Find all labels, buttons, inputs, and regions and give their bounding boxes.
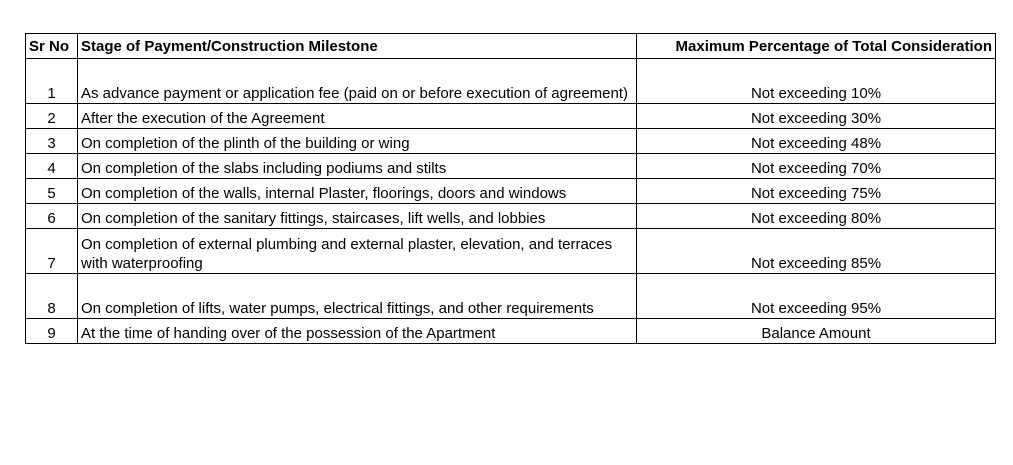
cell-sr-no: 8: [26, 274, 78, 319]
header-row: [26, 34, 996, 59]
cell-stage: On completion of the walls, internal Plaster, floorings, doors and windows: [78, 179, 637, 204]
cell-stage: At the time of handing over of the possession of the Apartment: [78, 319, 637, 344]
cell-percentage: Balance Amount: [637, 319, 996, 344]
header-sr-no: Sr No: [26, 34, 78, 59]
cell-percentage: Not exceeding 95%: [637, 274, 996, 319]
table-row: [26, 274, 996, 319]
cell-percentage: Not exceeding 85%: [637, 229, 996, 274]
cell-sr-no: 7: [26, 229, 78, 274]
cell-percentage: Not exceeding 80%: [637, 204, 996, 229]
payment-schedule-table: [25, 33, 996, 344]
cell-stage: As advance payment or application fee (paid on or before execution of agreement): [78, 59, 637, 104]
cell-percentage: Not exceeding 75%: [637, 179, 996, 204]
cell-stage: After the execution of the Agreement: [78, 104, 637, 129]
table-row: [26, 179, 996, 204]
cell-stage: On completion of lifts, water pumps, electrical fittings, and other requirements: [78, 274, 637, 319]
cell-percentage: Not exceeding 10%: [637, 59, 996, 104]
table-row: [26, 104, 996, 129]
cell-percentage: Not exceeding 48%: [637, 129, 996, 154]
cell-sr-no: 3: [26, 129, 78, 154]
cell-stage: On completion of the slabs including podiums and stilts: [78, 154, 637, 179]
cell-stage: On completion of external plumbing and external plaster, elevation, and terraces with waterproofing: [78, 229, 637, 274]
table-row: [26, 59, 996, 104]
cell-sr-no: 6: [26, 204, 78, 229]
table-body: [26, 59, 996, 344]
header-stage: Stage of Payment/Construction Milestone: [78, 34, 637, 59]
table-header: [26, 34, 996, 59]
cell-sr-no: 5: [26, 179, 78, 204]
cell-percentage: Not exceeding 30%: [637, 104, 996, 129]
table-row: [26, 319, 996, 344]
table-row: [26, 129, 996, 154]
cell-sr-no: 2: [26, 104, 78, 129]
cell-sr-no: 4: [26, 154, 78, 179]
cell-percentage: Not exceeding 70%: [637, 154, 996, 179]
table-row: [26, 204, 996, 229]
table-row: [26, 229, 996, 274]
cell-stage: On completion of the sanitary fittings, staircases, lift wells, and lobbies: [78, 204, 637, 229]
header-max-percentage: Maximum Percentage of Total Consideration: [637, 34, 996, 59]
table-row: [26, 154, 996, 179]
cell-sr-no: 9: [26, 319, 78, 344]
cell-stage: On completion of the plinth of the building or wing: [78, 129, 637, 154]
cell-sr-no: 1: [26, 59, 78, 104]
